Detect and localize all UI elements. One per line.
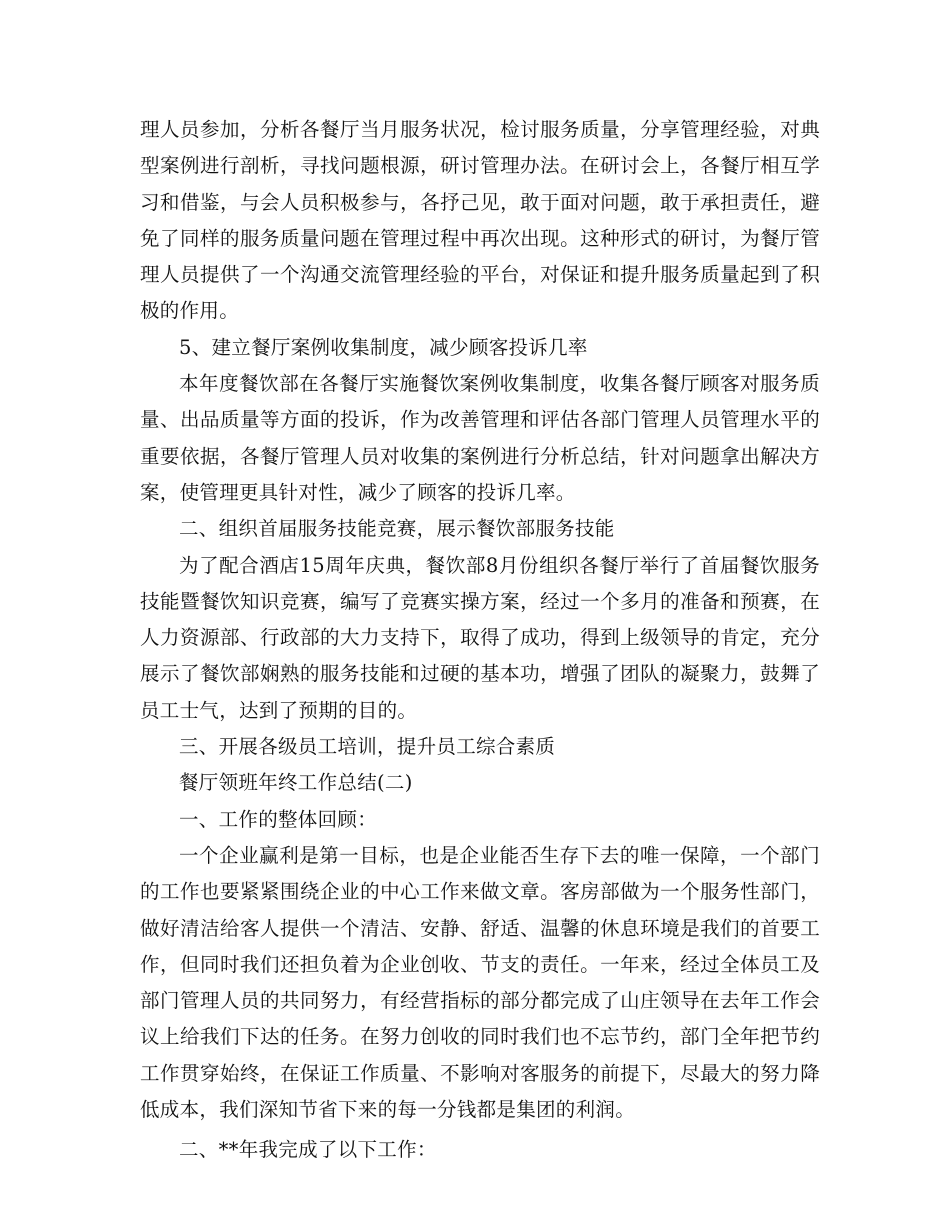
heading-work-completed: 二、**年我完成了以下工作： — [179, 1138, 437, 1162]
paragraph-skills-competition: 为了配合酒店15周年庆典，餐饮部8月份组织各餐厅举行了首届餐饮服务技能暨餐饮知识竞赛，编写了竞赛实操方案，经过一个多月的准备和预赛，在人力资源部、行政部的大力支持下，取得了成功，得到上级领导的肯定，充分展示了餐饮部娴熟的服务技能和过硬的基本功，增强了团队的凝聚力，鼓舞了员工士气，达到了预期的目的。 — [140, 553, 820, 722]
heading-staff-training: 三、开展各级员工培训，提升员工综合素质 — [179, 735, 556, 759]
paragraph-review-meeting: 理人员参加，分析各餐厅当月服务状况，检讨服务质量，分享管理经验，对典型案例进行剖析，寻找问题根源，研讨管理办法。在研讨会上，各餐厅相互学习和借鉴，与会人员积极参与，各抒己见，敢于面对问题，敢于承担责任，避免了同样的服务质量问题在管理过程中再次出现。这种形式的研讨，为餐厅管理人员提供了一个沟通交流管理经验的平台，对保证和提升服务质量起到了积极的作用。 — [140, 118, 820, 323]
heading-overall-review: 一、工作的整体回顾： — [179, 807, 378, 831]
paragraph-case-collection: 本年度餐饮部在各餐厅实施餐饮案例收集制度，收集各餐厅顾客对服务质量、出品质量等方面的投诉，作为改善管理和评估各部门管理人员管理水平的重要依据，各餐厅管理人员对收集的案例进行分析总结，针对问题拿出解决方案，使管理更具针对性，减少了顾客的投诉几率。 — [140, 372, 820, 504]
heading-skills-competition: 二、组织首届服务技能竞赛，展示餐饮部服务技能 — [179, 517, 615, 541]
heading-case-collection: 5、建立餐厅案例收集制度，减少顾客投诉几率 — [179, 335, 588, 359]
section-title-summary-two: 餐厅领班年终工作总结(二) — [179, 771, 413, 795]
document-body — [140, 112, 820, 1169]
paragraph-overall-review: 一个企业赢利是第一目标，也是企业能否生存下去的唯一保障，一个部门的工作也要紧紧围绕企业的中心工作来做文章。客房部做为一个服务性部门，做好清洁给客人提供一个清洁、安静、舒适、温馨的休息环境是我们的首要工作，但同时我们还担负着为企业创收、节支的责任。一年来，经过全体员工及部门管理人员的共同努力，有经营指标的部分都完成了山庄领导在去年工作会议上给我们下达的任务。在努力创收的同时我们也不忘节约，部门全年把节约工作贯穿始终，在保证工作质量、不影响对客服务的前提下，尽最大的努力降低成本，我们深知节省下来的每一分钱都是集团的利润。 — [140, 843, 820, 1122]
